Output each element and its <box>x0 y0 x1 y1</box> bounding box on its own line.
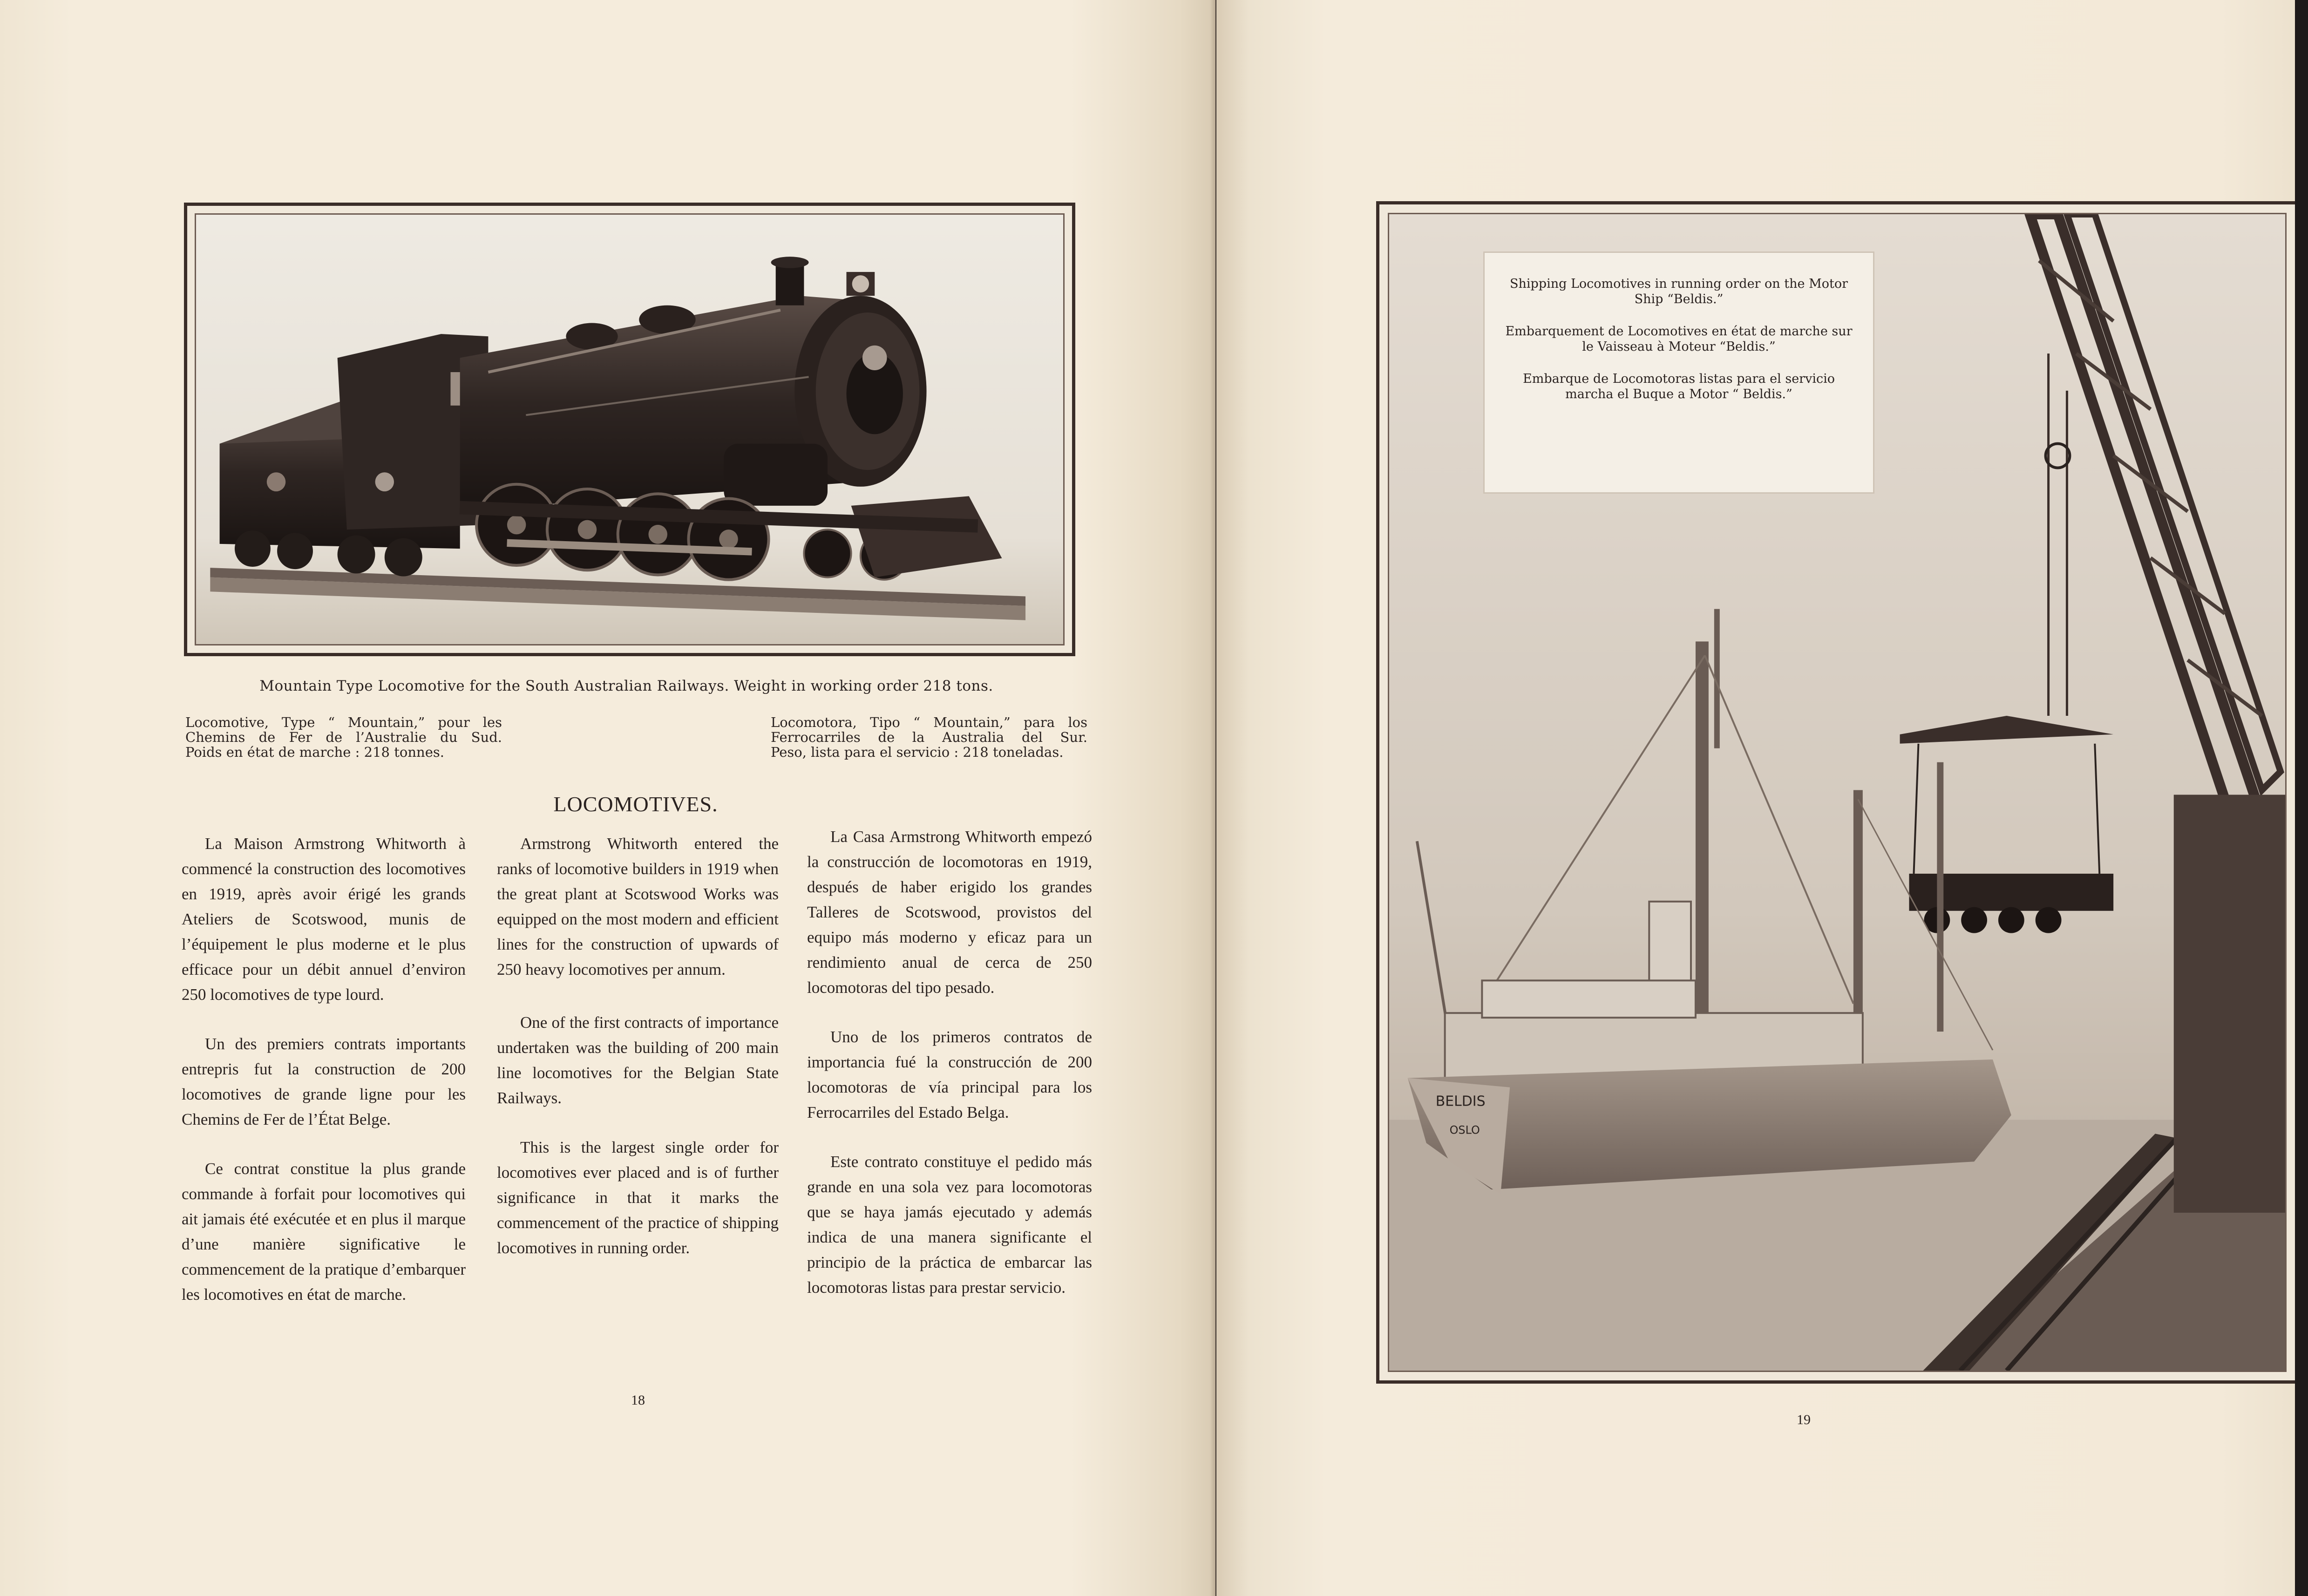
section-title: LOCOMOTIVES. <box>553 792 718 816</box>
paragraph: Uno de los primeros contratos de importancia fué la construcción de 200 locomotoras de vía principal para los Ferrocarriles del Estado Belga. <box>807 1028 1092 1121</box>
page-number: 18 <box>631 1392 645 1408</box>
caption-fr-line: Poids en état de marche : 218 tonnes. <box>185 744 444 760</box>
page-number: 19 <box>1797 1412 1811 1427</box>
caption-es-line: Peso, lista para el servicio : 218 toneladas. <box>771 744 1064 760</box>
paragraph: One of the first contracts of importance undertaken was the building of 200 main line locomotives for the Belgian State Railways. <box>497 1013 779 1107</box>
ship-caption-en: Shipping Locomotives in running order on the Motor Ship “Beldis.” <box>1510 277 1848 306</box>
locomotive-caption-fr <box>185 715 502 760</box>
ship-port-text: OSLO <box>1449 1123 1480 1137</box>
column-english <box>497 831 779 1285</box>
paragraph: Un des premiers contrats importants entrepris fut la construction de 200 locomotives de grande ligne pour les Chemins de Fer de l’État Belge. <box>182 1035 466 1128</box>
locomotive-caption-en: Mountain Type Locomotive for the South Australian Railways. Weight in working order 218 tons. <box>259 678 993 694</box>
paragraph: La Casa Armstrong Whitworth empezó la construcción de locomotoras en 1919, después de haber erigido los grandes Talleres de Scotswood, provistos del equipo más moderno y eficaz para un rendimiento anual de cerca de 250 locomotoras del tipo pesado. <box>807 828 1092 997</box>
column-spanish <box>807 824 1092 1324</box>
locomotive-photo-frame <box>184 203 1075 656</box>
paragraph: This is the largest single order for locomotives ever placed and is of further significance in that it marks the commencement of the practice of shipping locomotives in running order. <box>497 1138 779 1257</box>
paragraph: La Maison Armstrong Whitworth à commencé la construction des locomotives en 1919, après avoir érigé les grands Ateliers de Scotswood, munis de l’équipement le plus moderne et le plus efficace pour un débit annuel d’environ 250 locomotives de type lourd. <box>182 835 466 1004</box>
ship-caption-box <box>1483 251 1874 494</box>
caption-fr-line: Locomotive, Type “ Mountain,” pour les <box>185 714 502 730</box>
caption-es-line: Locomotora, Tipo “ Mountain,” para los <box>771 714 1087 730</box>
locomotive-caption-es <box>771 715 1087 760</box>
paragraph: Armstrong Whitworth entered the ranks of locomotive builders in 1919 when the great plant at Scotswood Works was equipped on the most modern and efficient lines for the construction of upwards of 250 heavy locomotives per annum. <box>497 835 779 978</box>
ship-caption-es: Embarque de Locomotoras listas para el servicio marcha el Buque a Motor “ Beldis.” <box>1523 372 1835 401</box>
column-french <box>182 831 466 1331</box>
ship-name-text: BELDIS <box>1435 1093 1486 1110</box>
paragraph: Este contrato constituye el pedido más grande en una sola vez para locomotoras que se haya jamás ejecutado y además indica de una manera significante el principio de la práctica de embarcar las locomotoras listas para prestar servicio. <box>807 1153 1092 1297</box>
locomotive-illustration <box>196 215 1063 644</box>
caption-fr-line: Chemins de Fer de l’Australie du Sud. <box>185 729 502 745</box>
background-edge <box>2295 0 2308 1596</box>
paragraph: Ce contrat constitue la plus grande commande à forfait pour locomotives qui ait jamais été exécutée et en plus il marque d’une manière significative le commencement de la pratique d’embarquer les locomotives en état de marche. <box>182 1160 466 1304</box>
caption-es-line: Ferrocarriles de la Australia del Sur. <box>771 729 1087 745</box>
locomotive-photo <box>195 213 1065 645</box>
ship-caption-fr: Embarquement de Locomotives en état de marche sur le Vaisseau à Moteur “Beldis.” <box>1505 324 1853 354</box>
